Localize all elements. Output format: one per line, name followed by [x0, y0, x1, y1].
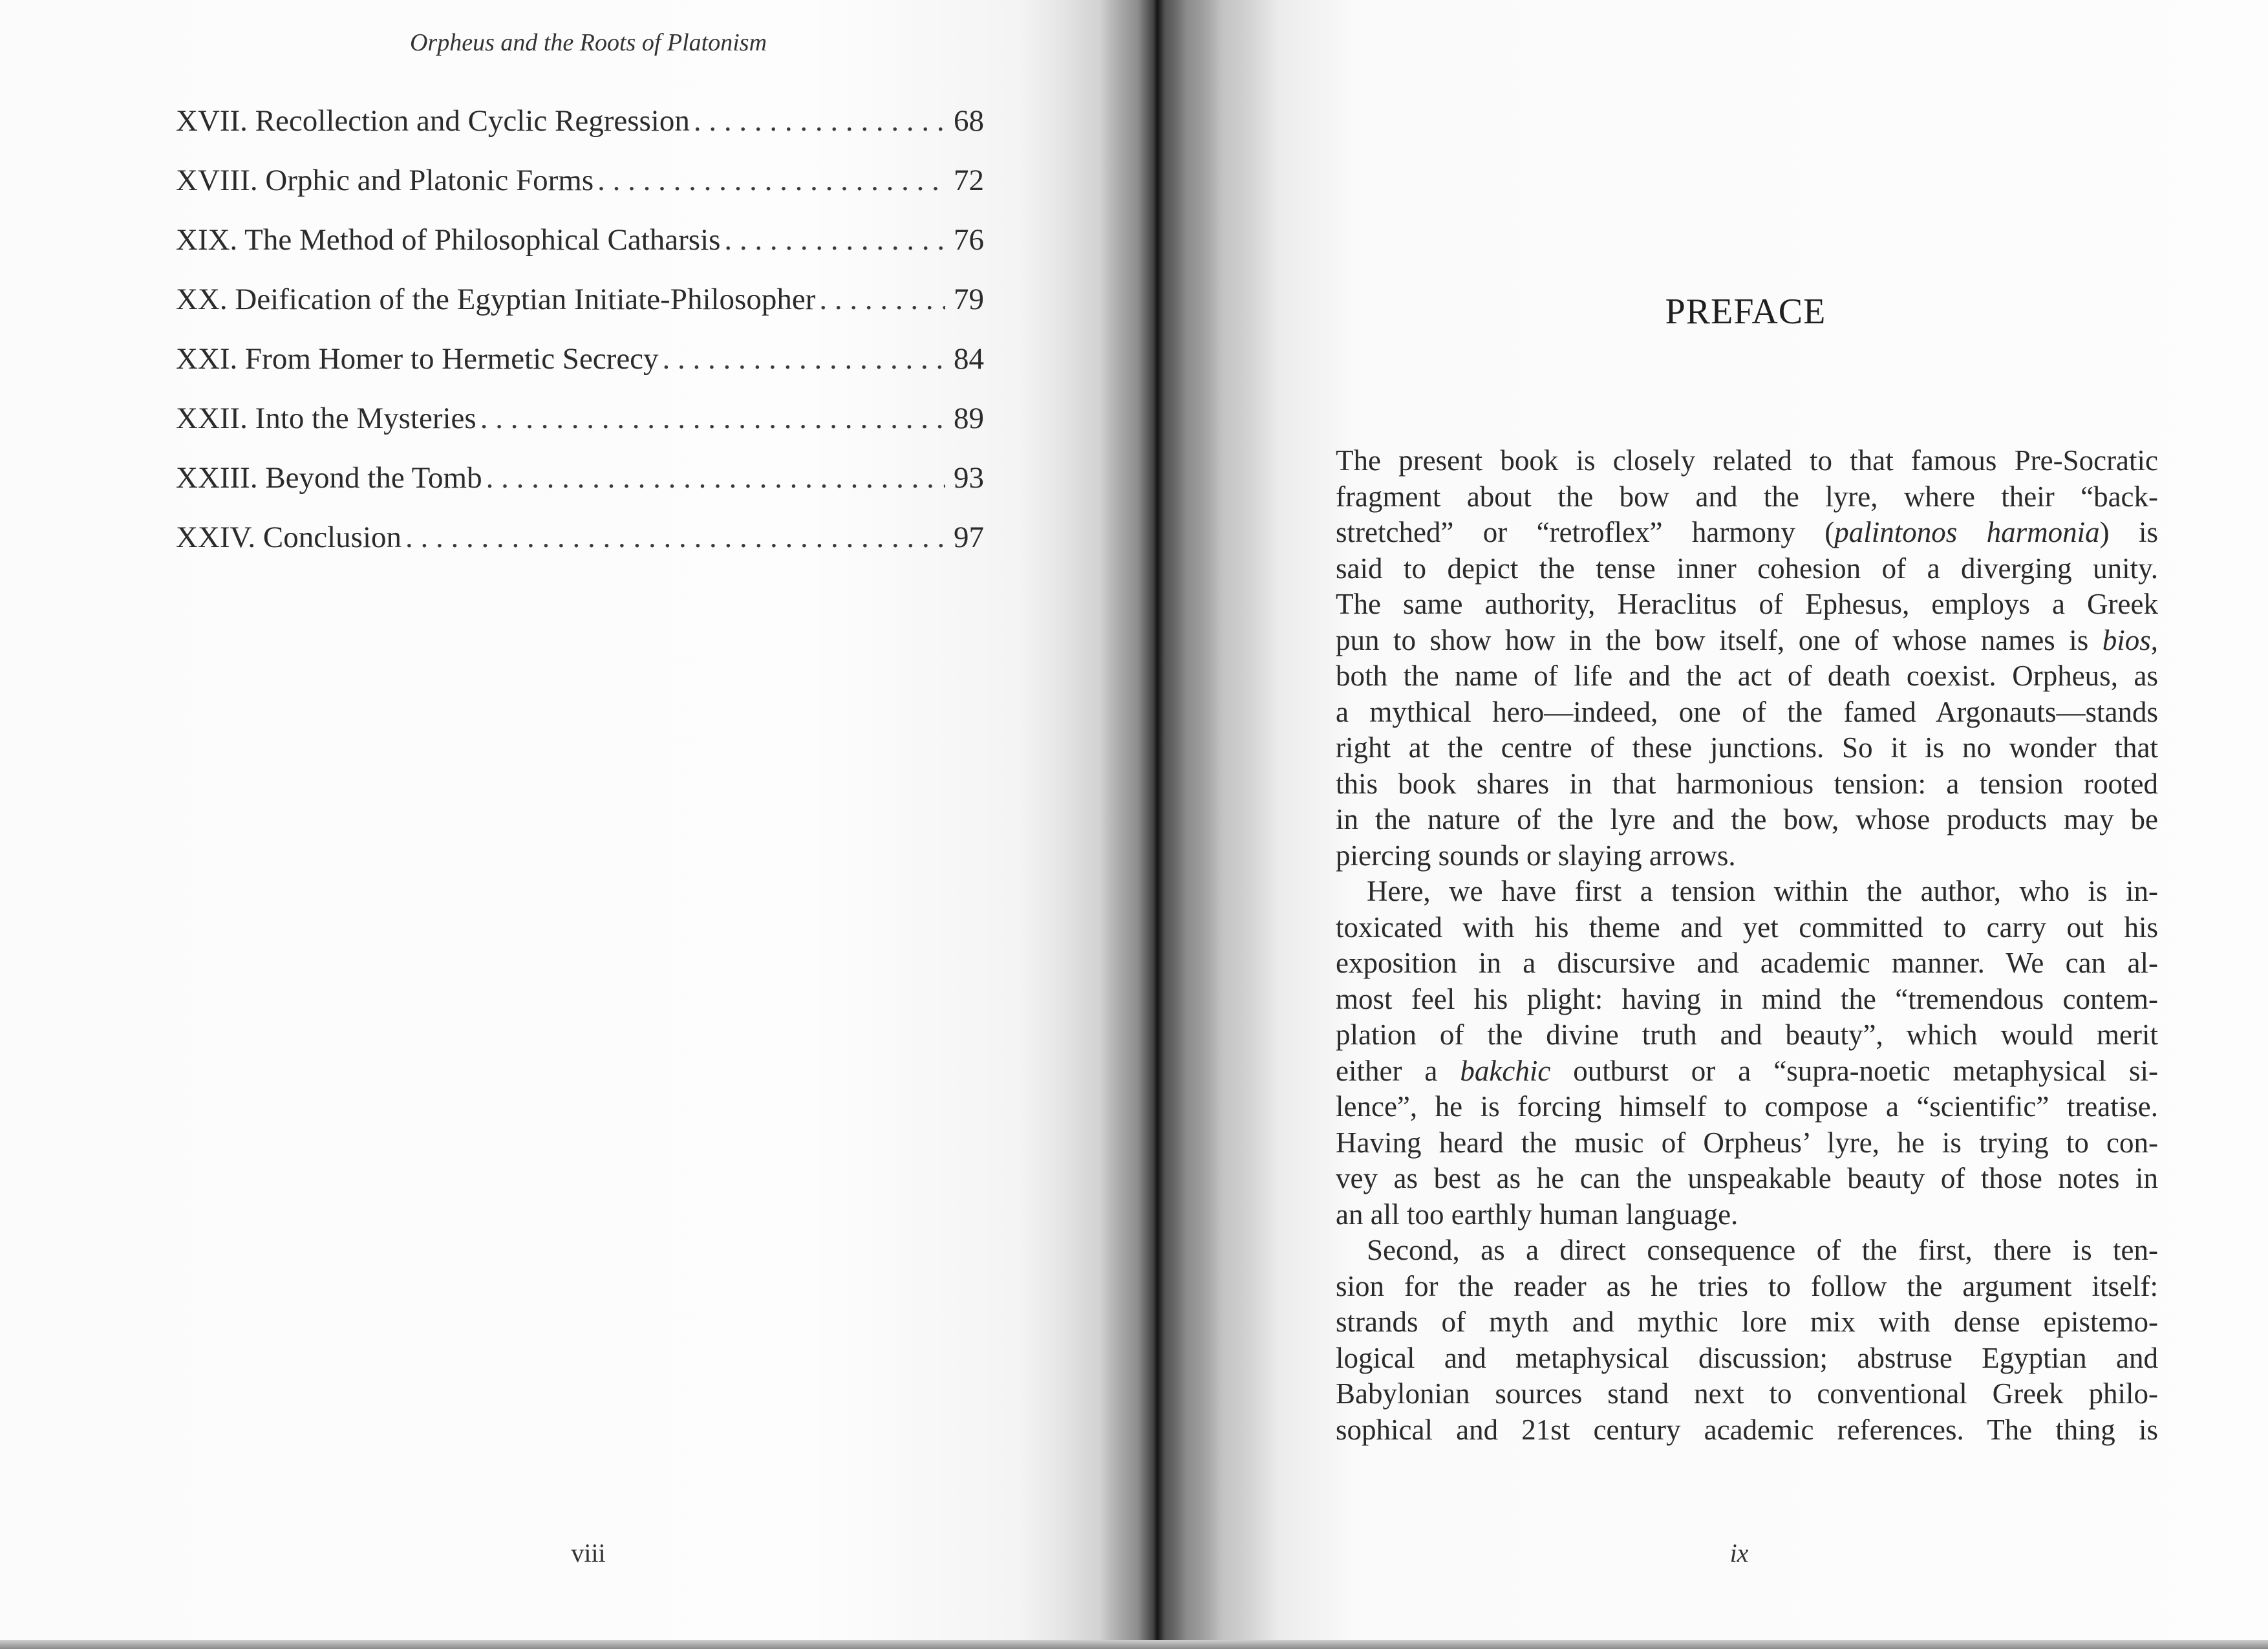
text-line: an all too earthly human language. [1336, 1198, 1738, 1231]
toc-entry-title: XXIII. Beyond the Tomb [176, 461, 482, 495]
text-line: Babylonian sources stand next to conventional Greek philo- [1336, 1377, 2158, 1410]
text-line: The present book is closely related to that famous Pre-Socratic [1336, 444, 2158, 477]
preface-body [1336, 443, 2158, 1448]
toc-entry-page: 89 [954, 402, 984, 435]
toc-entry-page: 76 [954, 223, 984, 257]
toc-entry-page: 72 [954, 164, 984, 197]
italic-term: bios [2102, 623, 2151, 656]
text-line: piercing sounds or slaying arrows. [1336, 839, 1736, 872]
text-line: a mythical hero—indeed, one of the famed Argonauts—stands [1336, 695, 2158, 728]
toc-entry-title: XVII. Recollection and Cyclic Regression [176, 104, 690, 138]
toc-entry [176, 520, 984, 579]
toc-dot-leader [819, 282, 945, 317]
toc-dot-leader [480, 401, 945, 436]
italic-term: palintonos harmonia [1834, 516, 2100, 548]
page-number-left: viii [571, 1538, 606, 1568]
toc-dot-leader [694, 103, 945, 138]
toc-entry-page: 68 [954, 104, 984, 138]
text-line: strands of myth and mythic lore mix with dense epistemo- [1336, 1306, 2158, 1338]
text-line: fragment about the bow and the lyre, where their “back- [1336, 480, 2158, 513]
text-line: vey as best as he can the unspeakable beauty of those notes in [1336, 1162, 2158, 1194]
text-segment: , [2150, 623, 2158, 656]
text-line: Having heard the music of Orpheus’ lyre, he is trying to con- [1336, 1126, 2158, 1159]
italic-term: bakchic [1460, 1054, 1551, 1087]
toc-entry [176, 103, 984, 163]
text-line: said to depict the tense inner cohesion of a diverging unity. [1336, 552, 2158, 585]
text-line: sion for the reader as he tries to follow the argument itself: [1336, 1269, 2158, 1302]
book-gutter-shadow [1060, 0, 1254, 1649]
toc-entry-page: 97 [954, 521, 984, 554]
text-segment: outburst or a “supra-noetic metaphysical si- [1550, 1054, 2158, 1087]
text-line: this book shares in that harmonious tension: a tension rooted [1336, 767, 2158, 800]
toc-entry [176, 341, 984, 401]
text-line [1336, 515, 2158, 551]
toc-dot-leader [405, 520, 945, 555]
text-line: in the nature of the lyre and the bow, whose products may be [1336, 803, 2158, 835]
text-line: most feel his plight: having in mind the “tremendous contem- [1336, 982, 2158, 1015]
text-line [1336, 1053, 2158, 1090]
text-line: The same authority, Heraclitus of Ephesus, employs a Greek [1336, 588, 2158, 620]
toc-entry-page: 79 [954, 283, 984, 316]
toc-dot-leader [486, 460, 945, 495]
toc-entry-title: XVIII. Orphic and Platonic Forms [176, 164, 594, 197]
text-line: sophical and 21st century academic references. The thing is [1336, 1413, 2158, 1446]
running-head: Orpheus and the Roots of Platonism [409, 29, 767, 56]
text-segment: stretched” or “retroflex” harmony ( [1336, 516, 1835, 548]
text-segment: either a [1336, 1054, 1460, 1087]
text-line: Here, we have first a tension within the author, who is in- [1367, 875, 2158, 907]
text-line: toxicated with his theme and yet committed to carry out his [1336, 911, 2158, 943]
book-bottom-edge [0, 1640, 2268, 1649]
text-line: lence”, he is forcing himself to compose a “scientific” treatise. [1336, 1090, 2158, 1123]
preface-heading: PREFACE [1665, 292, 1826, 332]
toc-entry [176, 460, 984, 520]
toc-entry [176, 282, 984, 341]
text-line: both the name of life and the act of death coexist. Orpheus, as [1336, 660, 2158, 692]
toc-entry-page: 84 [954, 342, 984, 376]
text-segment: pun to show how in the bow itself, one of whose names is [1336, 623, 2102, 656]
table-of-contents [176, 103, 984, 579]
text-line: logical and metaphysical discussion; abstruse Egyptian and [1336, 1341, 2158, 1374]
toc-entry [176, 163, 984, 222]
text-line: right at the centre of these junctions. So it is no wonder that [1336, 731, 2158, 764]
toc-entry-title: XX. Deification of the Egyptian Initiate-Philosopher [176, 283, 816, 316]
text-line: plation of the divine truth and beauty”, which would merit [1336, 1018, 2158, 1051]
toc-entry [176, 222, 984, 282]
text-segment: ) is [2099, 516, 2159, 548]
page-number-right: ix [1729, 1538, 1749, 1568]
toc-entry-title: XXII. Into the Mysteries [176, 402, 476, 435]
text-line [1336, 623, 2158, 659]
toc-entry-title: XXI. From Homer to Hermetic Secrecy [176, 342, 659, 376]
toc-entry-page: 93 [954, 461, 984, 495]
text-line: exposition in a discursive and academic manner. We can al- [1336, 947, 2158, 979]
toc-dot-leader [597, 163, 945, 198]
toc-dot-leader [724, 222, 945, 257]
toc-entry-title: XIX. The Method of Philosophical Catharsis [176, 223, 721, 257]
text-line: Second, as a direct consequence of the first, there is ten- [1367, 1234, 2158, 1266]
toc-entry-title: XXIV. Conclusion [176, 521, 402, 554]
toc-entry [176, 401, 984, 460]
toc-dot-leader [663, 341, 945, 376]
